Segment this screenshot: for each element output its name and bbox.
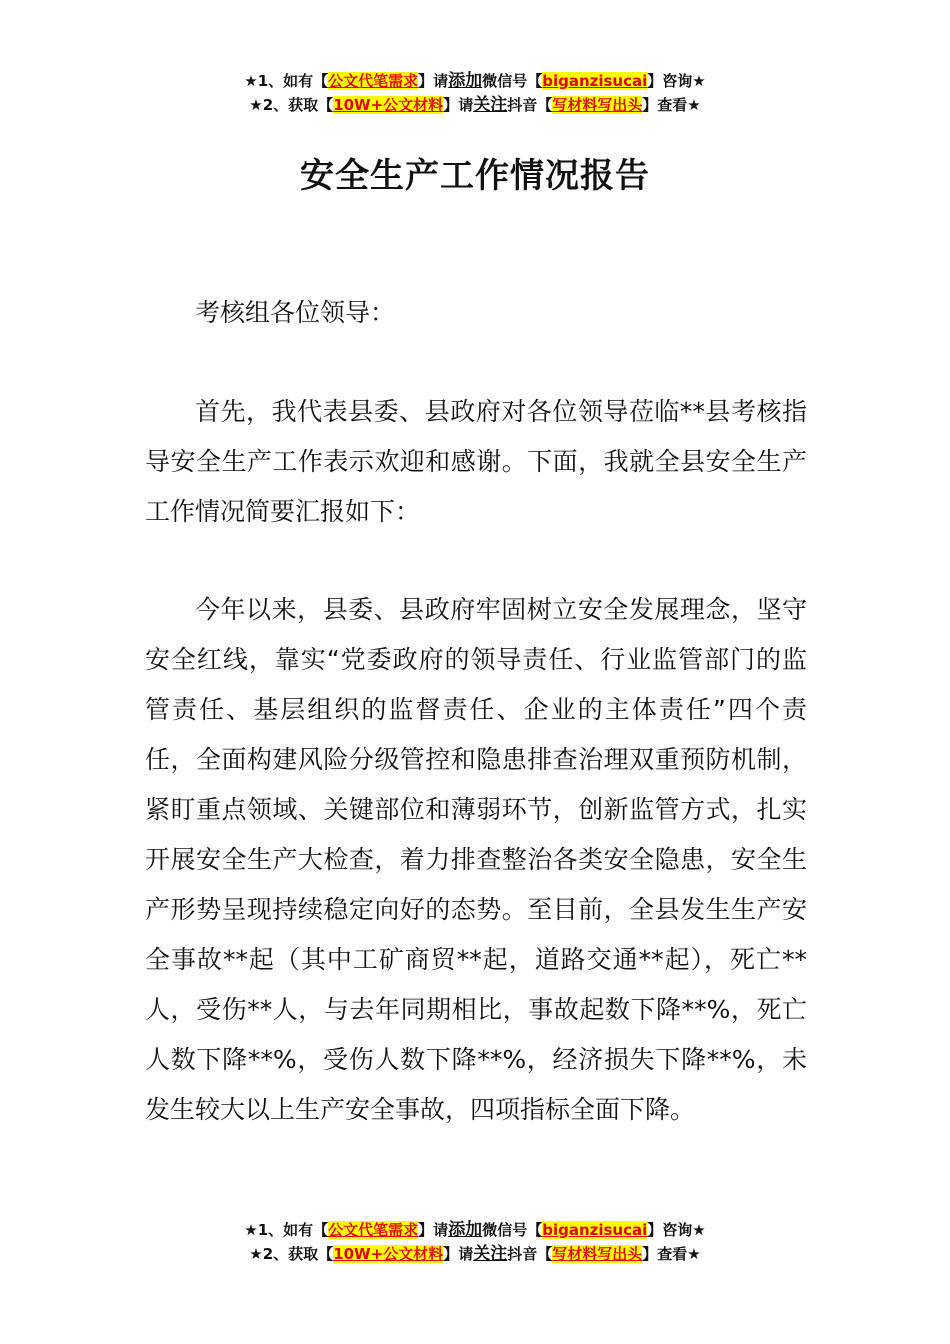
- promo-text: 抖音【: [507, 96, 553, 114]
- promo-line-1: [0, 69, 950, 93]
- promo-text: 微信号【: [482, 72, 543, 90]
- paragraph-text: 首先，我代表县委、县政府对各位领导莅临**县考核指导安全生产工作表示欢迎和感谢。下面，我就全县安全生产工作情况简要汇报如下：: [145, 397, 807, 526]
- promo-text: 】咨询★: [647, 1221, 706, 1239]
- promo-text: 】请: [443, 1245, 474, 1263]
- promo-text: 抖音【: [507, 1245, 553, 1263]
- promo-highlight: 公文代笔需求: [328, 72, 419, 90]
- promo-text: ★2、获取【: [249, 96, 334, 114]
- promo-underline: 关注: [473, 1244, 508, 1264]
- salutation: [145, 288, 807, 338]
- promo-highlight: 写材料写出头: [552, 1245, 643, 1263]
- document-title: 安全生产工作情况报告: [300, 156, 650, 196]
- paragraph-2: [145, 585, 807, 1135]
- promo-highlight: 10W+公文材料: [333, 96, 444, 114]
- promo-underline: 关注: [473, 95, 508, 115]
- promo-text: 】咨询★: [647, 72, 706, 90]
- promo-line-2: [0, 1242, 950, 1266]
- promo-highlight: 公文代笔需求: [328, 1221, 419, 1239]
- promo-highlight: biganzisucai: [542, 1221, 648, 1239]
- salutation-text: 考核组各位领导：: [195, 298, 396, 327]
- promo-underline: 添加: [448, 71, 483, 91]
- promo-text: ★1、如有【: [244, 72, 329, 90]
- paragraph-text: 今年以来，县委、县政府牢固树立安全发展理念，坚守安全红线，靠实“党委政府的领导责任、行业监管部门的监管责任、基层组织的监督责任、企业的主体责任”四个责任，全面构建风险分级管控和隐患排查治理双重预防机制，紧盯重点领域、关键部位和薄弱环节，创新监管方式，扎实开展安全生产大检查，着力排查整治各类安全隐患，安全生产形势呈现持续稳定向好的态势。至目前，全县发生生产安全事故**起（其中工矿商贸**起，道路交通**起），死亡**人，受伤**人，与去年同期相比，事故起数下降**%，死亡人数下降**%，受伤人数下降**%，经济损失下降**%，未发生较大以上生产安全事故，四项指标全面下降。: [145, 595, 807, 1124]
- promo-text: ★2、获取【: [249, 1245, 334, 1263]
- promo-highlight: biganzisucai: [542, 72, 648, 90]
- promo-highlight: 10W+公文材料: [333, 1245, 444, 1263]
- promo-line-1: [0, 1218, 950, 1242]
- promo-underline: 添加: [448, 1220, 483, 1240]
- promo-highlight: 写材料写出头: [552, 96, 643, 114]
- promo-text: ★1、如有【: [244, 1221, 329, 1239]
- promo-text: 】请: [418, 1221, 449, 1239]
- promo-text: 微信号【: [482, 1221, 543, 1239]
- promo-text: 】请: [418, 72, 449, 90]
- paragraph-1: [145, 387, 807, 537]
- promo-header: [0, 69, 950, 117]
- promo-footer: [0, 1218, 950, 1266]
- promo-text: 】查看★: [642, 96, 701, 114]
- promo-text: 】请: [443, 96, 474, 114]
- promo-line-2: [0, 93, 950, 117]
- promo-text: 】查看★: [642, 1245, 701, 1263]
